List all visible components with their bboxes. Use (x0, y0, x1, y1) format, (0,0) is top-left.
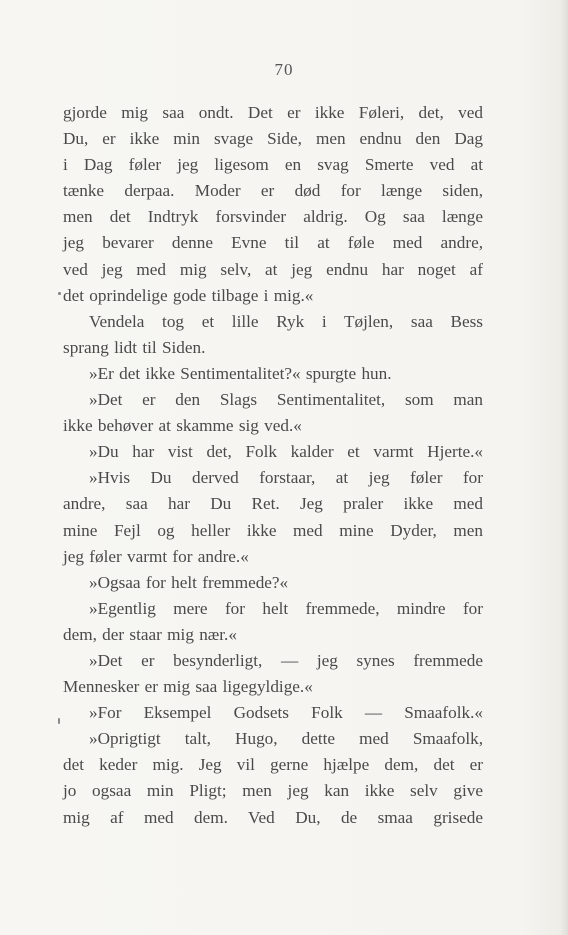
text-line: tænke derpaa. Moder er død for længe siden, (63, 181, 483, 201)
text-line: jeg bevarer denne Evne til at føle med andre, (63, 233, 483, 253)
text-line: det oprindelige gode tilbage i mig.« (63, 285, 314, 305)
text-line: mine Fejl og heller ikke med mine Dyder, men (63, 520, 483, 540)
text-line: andre, saa har Du Ret. Jeg praler ikke med (63, 494, 483, 514)
text-line: ikke behøver at skamme sig ved.« (63, 416, 302, 436)
text-line: i Dag føler jeg ligesom en svag Smerte ved at (63, 155, 483, 175)
text-line: Vendela tog et lille Ryk i Tøjlen, saa Bess (89, 311, 483, 331)
text-line: sprang lidt til Siden. (63, 337, 206, 357)
text-line: Mennesker er mig saa ligegyldige.« (63, 677, 313, 697)
margin-mark (58, 292, 61, 295)
text-line: dem, der staar mig nær.« (63, 624, 237, 644)
text-line: »Oprigtigt talt, Hugo, dette med Smaafolk, (89, 729, 483, 749)
page-number: 70 (274, 60, 294, 79)
text-line: gjorde mig saa ondt. Det er ikke Føleri, det, ved (63, 103, 483, 122)
text-line: ved jeg med mig selv, at jeg endnu har noget af (63, 259, 483, 279)
text-line: Du, er ikke min svage Side, men endnu den Dag (63, 129, 483, 149)
text-line: men det Indtryk forsvinder aldrig. Og saa længe (63, 207, 483, 227)
margin-mark (58, 718, 60, 724)
text-line: »Egentlig mere for helt fremmede, mindre for (89, 598, 483, 618)
body-text (63, 100, 483, 831)
text-line: »Er det ikke Sentimentalitet?« spurgte hun. (89, 363, 392, 383)
text-line: »Ogsaa for helt fremmede?« (89, 572, 289, 592)
page-edge-shadow (560, 0, 568, 935)
text-line: »For Eksempel Godsets Folk — Smaafolk.« (89, 703, 483, 723)
text-line: »Hvis Du derved forstaar, at jeg føler for (89, 468, 483, 488)
text-line: jo ogsaa min Pligt; men jeg kan ikke selv give (63, 781, 483, 801)
text-line: »Det er den Slags Sentimentalitet, som man (89, 390, 483, 410)
text-line: »Det er besynderligt, — jeg synes fremmede (89, 650, 483, 670)
text-line: mig af med dem. Ved Du, de smaa grisede (63, 807, 483, 827)
text-line: jeg føler varmt for andre.« (63, 546, 249, 566)
text-line: »Du har vist det, Folk kalder et varmt Hjerte.« (89, 442, 483, 462)
text-line: det keder mig. Jeg vil gerne hjælpe dem, det er (63, 755, 483, 775)
